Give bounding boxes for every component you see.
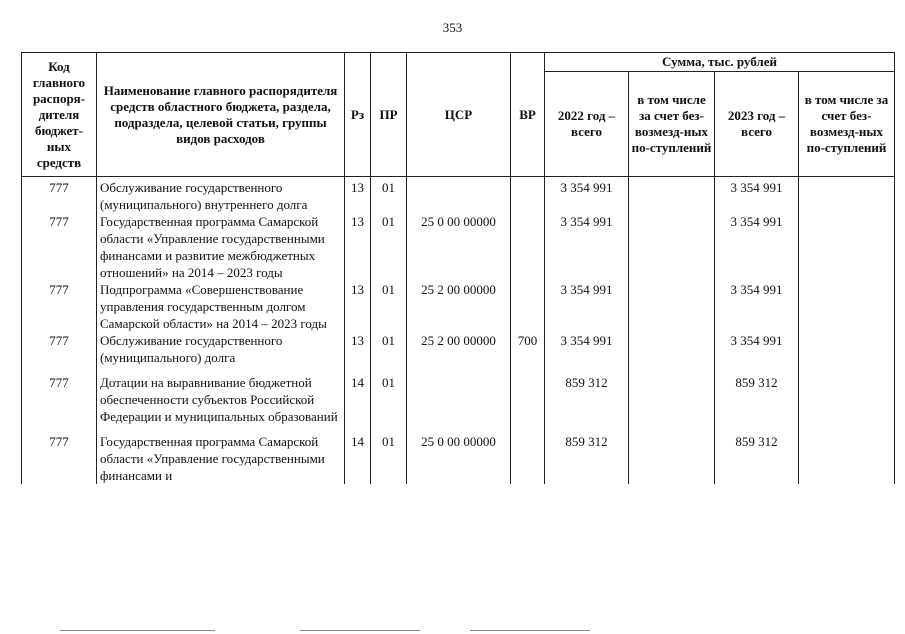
row-2023-total: 3 354 991 <box>715 213 799 281</box>
row-pr: 01 <box>371 332 407 366</box>
row-2022-total: 859 312 <box>545 433 629 484</box>
row-rz: 13 <box>345 179 371 213</box>
table-row <box>22 433 895 484</box>
row-vr <box>511 374 545 425</box>
row-code: 777 <box>22 332 97 366</box>
row-2022-total: 3 354 991 <box>545 281 629 332</box>
row-2023-total: 859 312 <box>715 374 799 425</box>
row-pr: 01 <box>371 374 407 425</box>
row-2023-free <box>799 332 895 366</box>
row-2023-free <box>799 433 895 484</box>
row-2023-total: 859 312 <box>715 433 799 484</box>
table-row <box>22 213 895 281</box>
footer-rule <box>60 630 215 631</box>
row-csr: 25 0 00 00000 <box>407 213 511 281</box>
row-name: Государственная программа Самарской области «Управление государственными финансами и развитие межбюджетных отношений» на 2014 – 2023 годы <box>97 213 345 281</box>
row-code: 777 <box>22 281 97 332</box>
header-pr: ПР <box>371 53 407 177</box>
row-2022-free <box>629 332 715 366</box>
row-pr: 01 <box>371 281 407 332</box>
row-2023-free <box>799 281 895 332</box>
row-code: 777 <box>22 213 97 281</box>
row-name: Обслуживание государственного (муниципального) внутреннего долга <box>97 179 345 213</box>
row-2022-free <box>629 374 715 425</box>
row-csr: 25 2 00 00000 <box>407 281 511 332</box>
table-row <box>22 281 895 332</box>
row-2022-total: 3 354 991 <box>545 332 629 366</box>
header-rz: Рз <box>345 53 371 177</box>
row-csr: 25 2 00 00000 <box>407 332 511 366</box>
row-name: Государственная программа Самарской области «Управление государственными финансами и <box>97 433 345 484</box>
header-vr: ВР <box>511 53 545 177</box>
header-csr: ЦСР <box>407 53 511 177</box>
row-name: Дотации на выравнивание бюджетной обеспеченности субъектов Российской Федерации и муниципальных образований <box>97 374 345 425</box>
header-2023-free: в том числе за счет без-возмезд-ных по-ступлений <box>799 72 895 177</box>
row-vr <box>511 213 545 281</box>
row-name: Обслуживание государственного (муниципального) долга <box>97 332 345 366</box>
table-row <box>22 374 895 425</box>
header-sum-group: Сумма, тыс. рублей <box>545 53 895 72</box>
row-2022-total: 3 354 991 <box>545 213 629 281</box>
row-2022-total: 3 354 991 <box>545 179 629 213</box>
row-pr: 01 <box>371 179 407 213</box>
row-rz: 13 <box>345 213 371 281</box>
footer-rule <box>300 630 420 631</box>
table-row <box>22 332 895 366</box>
row-2022-free <box>629 179 715 213</box>
row-2022-free <box>629 213 715 281</box>
row-csr <box>407 179 511 213</box>
row-2023-free <box>799 213 895 281</box>
row-csr: 25 0 00 00000 <box>407 433 511 484</box>
row-code: 777 <box>22 433 97 484</box>
table-body <box>22 177 895 485</box>
row-vr <box>511 281 545 332</box>
row-name: Подпрограмма «Совершенствование управления государственным долгом Самарской области» на 2014 – 2023 годы <box>97 281 345 332</box>
row-code: 777 <box>22 179 97 213</box>
row-2022-free <box>629 433 715 484</box>
row-2023-total: 3 354 991 <box>715 281 799 332</box>
row-csr <box>407 374 511 425</box>
row-2022-total: 859 312 <box>545 374 629 425</box>
header-2022-total: 2022 год – всего <box>545 72 629 177</box>
row-vr <box>511 179 545 213</box>
header-name: Наименование главного распорядителя средств областного бюджета, раздела, подраздела, целевой статьи, группы видов расходов <box>97 53 345 177</box>
page-number: 353 <box>442 20 463 35</box>
row-rz: 14 <box>345 374 371 425</box>
row-rz: 13 <box>345 281 371 332</box>
row-pr: 01 <box>371 433 407 484</box>
row-vr: 700 <box>511 332 545 366</box>
footer-rule <box>470 630 590 631</box>
budget-table <box>21 52 895 484</box>
row-2022-free <box>629 281 715 332</box>
row-rz: 13 <box>345 332 371 366</box>
header-2022-free: в том числе за счет без-возмезд-ных по-ступлений <box>629 72 715 177</box>
header-2023-total: 2023 год – всего <box>715 72 799 177</box>
row-vr <box>511 433 545 484</box>
row-pr: 01 <box>371 213 407 281</box>
row-2023-total: 3 354 991 <box>715 332 799 366</box>
row-code: 777 <box>22 374 97 425</box>
row-rz: 14 <box>345 433 371 484</box>
row-2023-free <box>799 374 895 425</box>
table-row <box>22 179 895 213</box>
row-2023-total: 3 354 991 <box>715 179 799 213</box>
row-2023-free <box>799 179 895 213</box>
header-code: Код главного распоря-дителя бюджет-ных средств <box>22 53 97 177</box>
